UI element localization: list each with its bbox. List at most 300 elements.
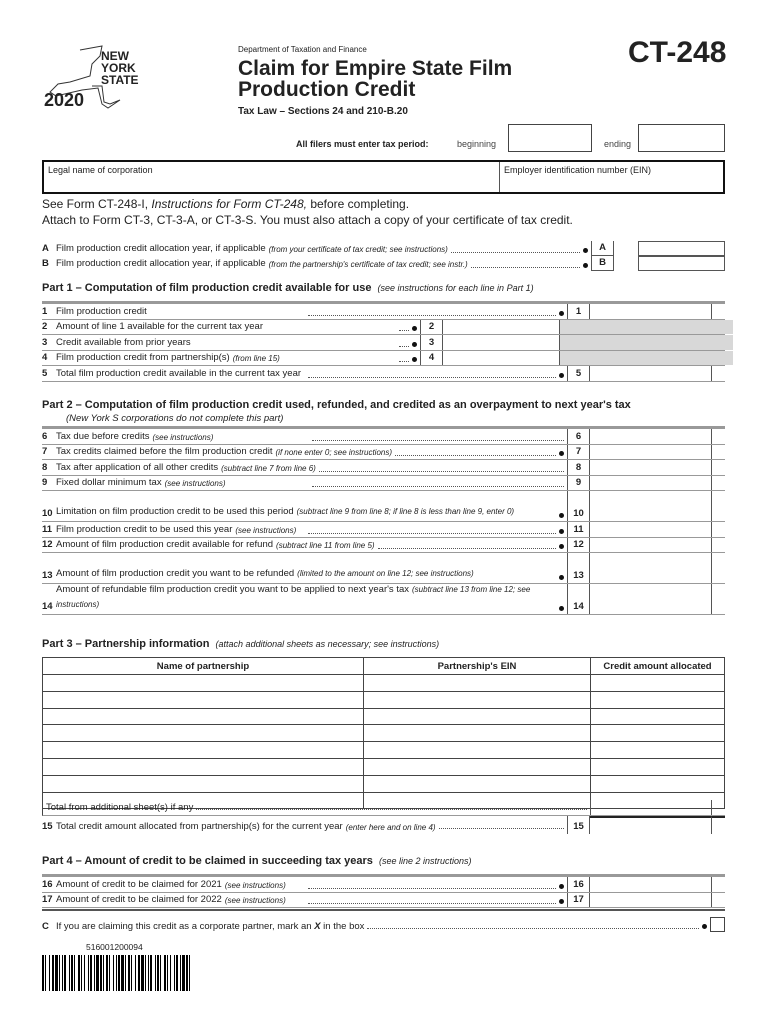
bullet-icon: [559, 373, 564, 378]
allocation-year-input-A[interactable]: [638, 241, 725, 256]
leader-dots: [378, 548, 556, 549]
line-c-x: X: [314, 921, 321, 932]
form-line-10: [42, 491, 725, 522]
col-name-of-partnership: Name of partnership: [43, 658, 364, 675]
credit-amount-input[interactable]: [591, 708, 725, 725]
identification-box: [42, 160, 725, 194]
line-note: (enter here and on line 4): [345, 823, 436, 832]
partnership-name-input[interactable]: [43, 675, 364, 692]
shaded-area: [560, 320, 733, 335]
line-number: 15: [42, 821, 53, 832]
partnership-ein-input[interactable]: [364, 758, 591, 775]
cents-input-line-6[interactable]: [712, 429, 725, 444]
partnership-ein-input[interactable]: [364, 708, 591, 725]
bullet-icon: [559, 884, 564, 889]
barcode-bar: [148, 955, 149, 991]
tax-period-ending-input[interactable]: [638, 124, 725, 152]
line-note: (if none enter 0; see instructions): [275, 448, 393, 457]
line-note: (limited to the amount on line 12; see instructions): [297, 569, 474, 578]
shaded-area: [560, 335, 733, 350]
barcode-bar: [174, 955, 175, 991]
partnership-table: [42, 657, 725, 809]
barcode-bar: [103, 955, 104, 991]
part4-note: (see line 2 instructions): [378, 856, 472, 866]
barcode-bar: [52, 955, 54, 991]
line-text: Film production credit allocation year, if applicable: [56, 258, 266, 269]
line-label: [56, 566, 559, 583]
part3-note: (attach additional sheets as necessary; see instructions): [215, 639, 440, 649]
line-label: [56, 504, 559, 521]
bullet-icon: [583, 248, 588, 253]
barcode-bar: [81, 955, 82, 991]
amount-input-line-8[interactable]: [590, 460, 712, 475]
line-box-number: 5: [567, 366, 590, 381]
allocation-line-A: [42, 241, 614, 256]
part4-heading: [42, 855, 472, 867]
form-line-4: [42, 351, 725, 367]
ein-field[interactable]: [500, 162, 723, 192]
line-box-number: 6: [567, 429, 590, 444]
amount-input-line-5[interactable]: [590, 366, 712, 381]
line-note: (see instructions): [224, 896, 286, 905]
line-box-number: 11: [567, 522, 590, 537]
line-box-number: 16: [567, 877, 590, 892]
line-label: [56, 243, 448, 256]
form-line-12: [42, 538, 725, 554]
line-text: Fixed dollar minimum tax: [56, 477, 162, 488]
logo-line-new: NEW: [101, 49, 129, 63]
form-line-7: [42, 445, 725, 461]
partnership-name-input[interactable]: [43, 691, 364, 708]
amount-input-line-12[interactable]: [590, 538, 712, 553]
line-label: [56, 368, 305, 381]
barcode-bar: [141, 955, 144, 991]
cents-input-line-10[interactable]: [712, 491, 725, 521]
line-number: 16: [42, 878, 53, 890]
line-text: Film production credit allocation year, if applicable: [56, 243, 266, 254]
bullet-icon: [559, 544, 564, 549]
amount-input-line-16[interactable]: [590, 877, 712, 892]
leader-dots: [308, 377, 557, 378]
line-label: [56, 894, 305, 907]
line-text: Amount of credit to be claimed for 2021: [56, 878, 222, 890]
line-label: [56, 446, 392, 459]
form-line-6: [42, 429, 725, 445]
line-label: [56, 462, 316, 475]
allocation-year-input-B[interactable]: [638, 256, 725, 271]
barcode-bar: [71, 955, 73, 991]
line-note: (see instructions): [235, 525, 297, 535]
bullet-icon: [559, 513, 564, 518]
instr-text-a: See Form CT-248-I,: [42, 197, 152, 211]
table-row: [43, 742, 725, 759]
barcode-bar: [170, 955, 171, 991]
partnership-name-input[interactable]: [43, 775, 364, 792]
line-number: 7: [42, 446, 48, 457]
cents-input-line-9[interactable]: [712, 476, 725, 491]
line-text: Tax credits claimed before the film production credit: [56, 446, 273, 457]
title-line-1: Claim for Empire State Film: [238, 57, 513, 80]
line-box-number: 7: [567, 445, 590, 460]
part4-lines: [42, 877, 725, 908]
bullet-icon: [559, 899, 564, 904]
ein-label: Employer identification number (EIN): [504, 165, 652, 175]
cents-input-line-13[interactable]: [712, 553, 725, 583]
barcode-bar: [88, 955, 89, 991]
line-text: Film production credit to be used this year: [56, 523, 233, 535]
partnership-ein-input[interactable]: [364, 725, 591, 742]
leader-dots: [439, 828, 564, 829]
amount-input-line-14[interactable]: [590, 584, 712, 614]
barcode-bar: [49, 955, 50, 991]
bullet-icon: [412, 357, 417, 362]
barcode-bar: [121, 955, 124, 991]
table-row: [43, 725, 725, 742]
cents-input-line-5[interactable]: [712, 366, 725, 381]
bullet-icon: [702, 924, 707, 929]
partnership-name-input[interactable]: [43, 758, 364, 775]
form-line-15: [42, 816, 725, 834]
line-label: [56, 477, 309, 490]
barcode-bar: [164, 955, 166, 991]
line-label: [56, 539, 375, 552]
beginning-label: beginning: [457, 139, 497, 149]
barcode-bar: [155, 955, 156, 991]
shaded-area: [560, 351, 733, 366]
table-row: [43, 675, 725, 692]
bullet-icon: [559, 451, 564, 456]
barcode-bar: [189, 955, 190, 991]
form-line-9: [42, 476, 725, 492]
line-label: [56, 582, 559, 614]
barcode-number: 516001200094: [86, 942, 143, 952]
barcode-bar: [116, 955, 117, 991]
line-note: (subtract line 9 from line 8; if line 8 is less than line 9, enter 0): [296, 507, 515, 516]
leader-dots: [312, 486, 565, 487]
instr-link-ct248i: Instructions for Form CT-248,: [151, 197, 307, 211]
line-note: (subtract line 11 from line 5): [276, 541, 375, 550]
credit-amount-input[interactable]: [591, 675, 725, 692]
ending-label: ending: [604, 139, 632, 149]
table-header-row: [43, 658, 725, 675]
instructions-text: [42, 196, 573, 228]
amount-input-line-11[interactable]: [590, 522, 712, 537]
amount-input-line-13[interactable]: [590, 553, 712, 583]
line-box-number: 14: [567, 584, 590, 614]
barcode-bar: [78, 955, 80, 991]
form-line-14: [42, 584, 725, 615]
line-number: 12: [42, 539, 53, 550]
barcode-bar: [45, 955, 46, 991]
line-text: Credit available from prior years: [56, 336, 191, 348]
form-title: [238, 58, 512, 100]
barcode-bar: [157, 955, 159, 991]
leader-dots: [399, 361, 409, 362]
table-row: [43, 758, 725, 775]
partnership-name-input[interactable]: [43, 742, 364, 759]
barcode-bar: [64, 955, 66, 991]
amount-input-line-1[interactable]: [590, 304, 712, 319]
barcode-bar: [42, 955, 44, 991]
cents-input-line-11[interactable]: [712, 522, 725, 537]
line-text: Film production credit from partnership(s): [56, 352, 230, 363]
part3-totals: [42, 800, 725, 834]
line-number: 5: [42, 367, 48, 379]
col-partnership-ein: Partnership's EIN: [364, 658, 591, 675]
line-number: 14: [42, 601, 53, 612]
form-line-17: [42, 893, 725, 909]
amount-input-line-15[interactable]: [590, 816, 712, 834]
amount-input-line-17[interactable]: [590, 893, 712, 908]
form-line-8: [42, 460, 725, 476]
line-label: [56, 321, 396, 334]
cents-input-line-15[interactable]: [712, 816, 725, 834]
credit-amount-input[interactable]: [591, 742, 725, 759]
line-letter: A: [42, 243, 49, 254]
cents-input[interactable]: [712, 800, 725, 815]
line-number: 6: [42, 430, 48, 442]
line-box-number: 15: [567, 816, 590, 834]
total-text: Total from additional sheet(s) if any: [46, 802, 194, 813]
table-row: [43, 775, 725, 792]
line-box-number: 2: [420, 320, 443, 335]
department-name: Department of Taxation and Finance: [238, 45, 367, 54]
line-note: (from line 15): [232, 354, 280, 363]
credit-amount-input[interactable]: [591, 691, 725, 708]
barcode-bar: [138, 955, 140, 991]
part2-lines: [42, 429, 725, 615]
line-label: [56, 821, 567, 834]
barcode-bar: [118, 955, 120, 991]
line-note: (see instructions): [152, 432, 214, 442]
barcode-bar: [182, 955, 185, 991]
cents-input-line-1[interactable]: [712, 304, 725, 319]
line-c-letter: C: [42, 921, 49, 932]
partnership-name-input[interactable]: [43, 725, 364, 742]
line-number: 17: [42, 894, 53, 905]
part2-subnote: (New York S corporations do not complete this part): [66, 413, 284, 424]
line-label: [56, 879, 305, 892]
line-box-number: 3: [420, 335, 443, 350]
partnership-ein-input[interactable]: [364, 675, 591, 692]
line-text: Tax due before credits: [56, 430, 150, 442]
form-line-5: [42, 366, 725, 382]
barcode-bar: [186, 955, 188, 991]
part1-title: Part 1 – Computation of film production credit available for use: [42, 282, 372, 294]
barcode-bar: [160, 955, 161, 991]
bullet-icon: [412, 342, 417, 347]
line-number: 9: [42, 477, 48, 488]
bullet-icon: [412, 326, 417, 331]
barcode-bar: [94, 955, 95, 991]
partnership-name-input[interactable]: [43, 708, 364, 725]
line-text: Amount of film production credit available for refund: [56, 539, 274, 550]
credit-amount-input[interactable]: [591, 725, 725, 742]
barcode-bar: [90, 955, 92, 991]
form-line-11: [42, 522, 725, 538]
part1-lines: [42, 304, 725, 382]
table-row: [43, 691, 725, 708]
line-text: Total film production credit available in the current tax year: [56, 367, 302, 379]
logo-line-york: YORK: [101, 61, 136, 75]
part3-heading: [42, 638, 439, 650]
form-line-3: [42, 335, 725, 351]
cents-input-line-17[interactable]: [712, 893, 725, 908]
allocation-year-lines: [42, 241, 725, 271]
line-box-number: 9: [567, 476, 590, 491]
nys-logo: [42, 42, 152, 112]
barcode-bar: [135, 955, 136, 991]
credit-amount-input[interactable]: [591, 775, 725, 792]
barcode-bar: [84, 955, 85, 991]
corporate-partner-checkbox[interactable]: [710, 917, 725, 932]
leader-dots: [196, 809, 587, 810]
tax-law-subtitle: Tax Law – Sections 24 and 210-B.20: [238, 106, 408, 117]
bullet-icon: [559, 311, 564, 316]
barcode-bar: [176, 955, 178, 991]
tax-period-beginning-input[interactable]: [508, 124, 592, 152]
line-note: (subtract line 13 from line 12; see instructions): [56, 585, 531, 609]
form-line-13: [42, 553, 725, 584]
leader-dots: [471, 267, 580, 268]
barcode-bar: [74, 955, 75, 991]
line-box-number: 13: [567, 553, 590, 583]
total-label: [43, 802, 590, 815]
line-label: [56, 258, 468, 271]
barcode-bar: [109, 955, 110, 991]
line-label: [56, 337, 396, 350]
line-number: 10: [42, 508, 53, 519]
attach-instruction: Attach to Form CT-3, CT-3-A, or CT-3-S. You must also attach a copy of your certificate of tax credit.: [42, 213, 573, 227]
line-note: (subtract line 7 from line 6): [221, 463, 316, 473]
line-note: (see instructions): [164, 479, 226, 488]
line-text: Amount of refundable film production credit you want to be applied to next year's tax: [56, 584, 409, 595]
line-text: Total credit amount allocated from partnership(s) for the current year: [56, 821, 343, 832]
line-note: (see instructions): [224, 880, 286, 890]
form-year: 2020: [44, 90, 85, 110]
leader-dots: [308, 903, 557, 904]
bullet-icon: [559, 606, 564, 611]
line-number: 13: [42, 570, 53, 581]
line-text: Amount of credit to be claimed for 2022: [56, 894, 222, 905]
leader-dots: [395, 455, 556, 456]
partnership-ein-input[interactable]: [364, 742, 591, 759]
leader-dots: [308, 315, 557, 316]
amount-input-line-2[interactable]: [443, 320, 560, 335]
leader-dots: [319, 471, 564, 472]
partnership-ein-input[interactable]: [364, 691, 591, 708]
amount-input-line-3[interactable]: [443, 335, 560, 350]
col-credit-amount: Credit amount allocated: [591, 658, 725, 675]
legal-name-label: Legal name of corporation: [48, 165, 153, 175]
barcode-bar: [145, 955, 146, 991]
line-c-text: If you are claiming this credit as a corporate partner, mark an: [56, 921, 315, 932]
line-label: [56, 352, 396, 365]
part2-heading: [42, 399, 631, 411]
part1-heading: [42, 282, 534, 294]
barcode-bar: [106, 955, 108, 991]
line-number: 1: [42, 305, 48, 317]
total-additional-sheets-row: [42, 800, 725, 816]
barcode-bar: [55, 955, 58, 991]
line-label: [56, 306, 305, 319]
line-text: Amount of film production credit you want to be refunded: [56, 568, 295, 579]
leader-dots: [367, 928, 699, 929]
barcode-bar: [113, 955, 114, 991]
leader-dots: [308, 888, 557, 889]
line-note: (from your certificate of tax credit; see instructions): [268, 245, 448, 254]
bullet-icon: [583, 263, 588, 268]
line-box-number: 12: [567, 538, 590, 553]
barcode-bar: [125, 955, 126, 991]
amount-input-line-10[interactable]: [590, 491, 712, 521]
instr-text-c: before completing.: [306, 197, 410, 211]
leader-dots: [399, 346, 409, 347]
barcode-bar: [59, 955, 60, 991]
barcode-bar: [100, 955, 102, 991]
bullet-icon: [559, 575, 564, 580]
line-c-text-b: in the box: [320, 921, 365, 932]
part2-title: Part 2 – Computation of film production credit used, refunded, and credited as an overpayment to next year's tax: [42, 399, 631, 411]
line-text: Film production credit: [56, 305, 147, 317]
cents-input-line-7[interactable]: [712, 445, 725, 460]
bullet-icon: [559, 529, 564, 534]
barcode-image: [42, 955, 194, 991]
cents-input-line-8[interactable]: [712, 460, 725, 475]
line-label: [56, 524, 305, 537]
line-text: Amount of line 1 available for the current tax year: [56, 321, 264, 332]
part1-note: (see instructions for each line in Part 1): [377, 283, 534, 293]
cents-input-line-16[interactable]: [712, 877, 725, 892]
additional-sheets-amount-input[interactable]: [590, 800, 712, 815]
form-line-16: [42, 877, 725, 893]
barcode-bar: [128, 955, 130, 991]
line-label: [56, 431, 309, 444]
line-box-number: 1: [567, 304, 590, 319]
barcode-bar: [96, 955, 99, 991]
leader-dots: [399, 330, 409, 331]
form-line-1: [42, 304, 725, 320]
amount-input-line-6[interactable]: [590, 429, 712, 444]
amount-input-line-9[interactable]: [590, 476, 712, 491]
line-text: Limitation on film production credit to be used this period: [56, 506, 294, 517]
line-text: Tax after application of all other credits: [56, 461, 219, 473]
credit-amount-input[interactable]: [591, 758, 725, 775]
tax-period-label: All filers must enter tax period:: [296, 139, 429, 149]
line-note: (from the partnership's certificate of tax credit; see instr.): [268, 260, 468, 269]
form-line-2: [42, 320, 725, 336]
logo-line-state: STATE: [101, 73, 139, 87]
line-number: 2: [42, 321, 48, 332]
barcode-bar: [167, 955, 168, 991]
line-letter: B: [42, 258, 49, 269]
barcode-bar: [131, 955, 132, 991]
partnership-ein-input[interactable]: [364, 775, 591, 792]
leader-dots: [312, 440, 565, 441]
form-id: CT-248: [628, 36, 727, 69]
barcode-bar: [150, 955, 152, 991]
title-line-2: Production Credit: [238, 78, 416, 101]
cents-input-line-14[interactable]: [712, 584, 725, 614]
part3-title: Part 3 – Partnership information: [42, 638, 210, 650]
line-box-number: 17: [567, 893, 590, 908]
line-box-letter: A: [591, 241, 614, 256]
legal-name-field[interactable]: [44, 162, 500, 192]
amount-input-line-4[interactable]: [443, 351, 560, 366]
cents-input-line-12[interactable]: [712, 538, 725, 553]
amount-input-line-7[interactable]: [590, 445, 712, 460]
line-number: 11: [42, 523, 53, 535]
